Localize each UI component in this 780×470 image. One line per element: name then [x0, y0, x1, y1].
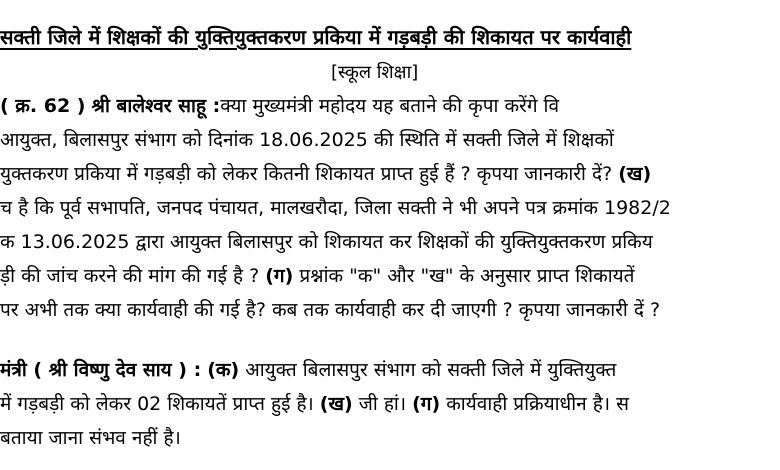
marker-ga: (ग): [265, 265, 294, 287]
question-line-4: च है कि पूर्व सभापति, जनपद पंचायत, मालखरौदा, जिला सक्ती ने भी अपने पत्र क्रमांक 1982/2: [0, 197, 671, 219]
answer-marker-ka: (क): [207, 359, 240, 381]
question-text-1: क्या मुख्यमंत्री महोदय यह बताने की कृपा करेंगे वि: [220, 95, 560, 117]
question-line-3: [0, 161, 651, 187]
subject-label: [स्कूल शिक्षा]: [331, 62, 419, 83]
answer-text-2c: कार्यवाही प्रक्रियाधीन है। स: [446, 393, 629, 415]
question-text-6a: ड़ी की जांच करने की मांग की गई है ?: [0, 265, 260, 287]
question-number: ( क्र. 62 ): [0, 95, 86, 117]
minister-name: मंत्री ( श्री विष्णु देव साय ) :: [0, 359, 202, 381]
marker-kha: (ख): [618, 163, 652, 185]
answer-text-2a: में गड़बड़ी को लेकर 02 शिकायतें प्राप्त हुई है।: [0, 393, 314, 415]
answer-text-1: आयुक्त बिलासपुर संभाग को सक्ती जिले में युक्तियुक्त: [245, 359, 617, 381]
question-line-2: आयुक्त, बिलासपुर संभाग को दिनांक 18.06.2025 की स्थिति में सक्ती जिले में शिक्षकों: [0, 129, 614, 151]
question-text-3: युक्तकरण प्रकिया में गड़बड़ी को लेकर कितनी शिकायत प्राप्त हुई हैं ? कृपया जानकारी दें?: [0, 163, 613, 185]
answer-marker-kha: (ख): [319, 393, 353, 415]
answer-line-3: बताया जाना संभव नहीं है।: [0, 427, 181, 449]
question-line-5: क 13.06.2025 द्वारा आयुक्त बिलासपुर को शिकायत कर शिक्षकों की युक्तियुक्तकरण प्रकिय: [0, 231, 653, 253]
question-text-6b: प्रश्नांक "क" और "ख" के अनुसार प्राप्त शिकायतें: [299, 265, 635, 287]
question-line-6: [0, 263, 634, 289]
answer-marker-ga: (ग): [412, 393, 441, 415]
answer-text-2b: जी हां।: [358, 393, 407, 415]
member-name: श्री बालेश्वर साहू :: [91, 95, 221, 117]
document-title: सक्ती जिले में शिक्षकों की युक्तियुक्तकरण प्रकिया में गड़बड़ी की शिकायत पर कार्यवाही: [0, 25, 632, 49]
answer-line-2: [0, 391, 629, 417]
question-line-7: पर अभी तक क्या कार्यवाही की गई है? कब तक कार्यवाही कर दी जाएगी ? कृपया जानकारी दें ?: [0, 299, 661, 321]
question-line-1: [0, 93, 559, 119]
answer-line-1: [0, 357, 616, 383]
